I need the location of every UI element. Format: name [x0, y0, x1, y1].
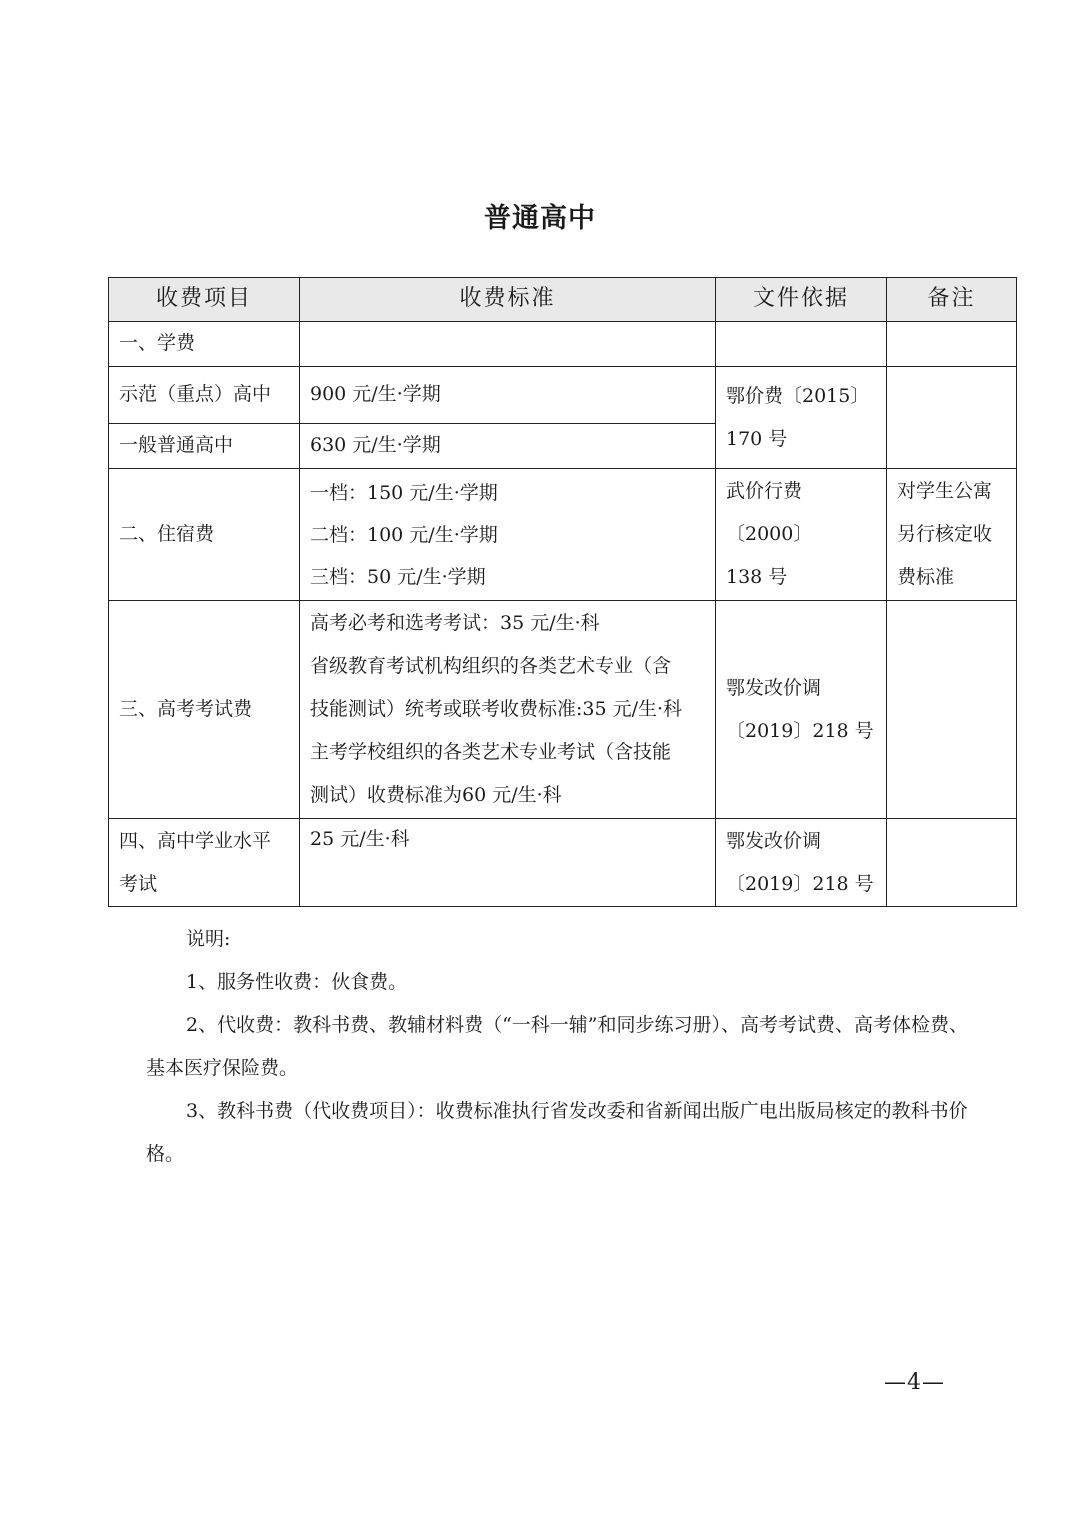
cell-standard: 25 元/生·科 [300, 819, 716, 907]
header-item: 收费项目 [109, 278, 300, 322]
cell-basis: 鄂发改价调 〔2019〕218 号 [716, 601, 887, 819]
cell-basis: 鄂发改价调 〔2019〕218 号 [716, 819, 887, 907]
cell-item: 二、住宿费 [109, 469, 300, 601]
cell-standard: 630 元/生·学期 [300, 424, 716, 469]
cell-standard: 一档：150 元/生·学期 二档：100 元/生·学期 三档：50 元/生·学期 [300, 469, 716, 601]
header-basis: 文件依据 [716, 278, 887, 322]
table-row [109, 601, 1017, 819]
fee-table [108, 277, 1017, 907]
cell-item: 示范（重点）高中 [109, 367, 300, 424]
table-row [109, 819, 1017, 907]
header-remark: 备注 [887, 278, 1017, 322]
cell-standard: 高考必考和选考考试：35 元/生·科 省级教育考试机构组织的各类艺术专业（含 技能测试）统考或联考收费标准:35 元/生·科 主考学校组织的各类艺术专业考试（含技能 测试）收费标准为60 元/生·科 [300, 601, 716, 819]
notes-heading: 说明: [186, 928, 231, 950]
notes-section [146, 918, 976, 1176]
cell-item: 四、高中学业水平 考试 [109, 819, 300, 907]
table-header-row [109, 278, 1017, 322]
page-number: —4— [884, 1370, 945, 1395]
table-row [109, 367, 1017, 424]
cell-basis: 鄂价费〔2015〕 170 号 [716, 367, 887, 469]
cell-basis: 武价行费〔2000〕 138 号 [716, 469, 887, 601]
header-standard: 收费标准 [300, 278, 716, 322]
note-1: 1、服务性收费：伙食费。 [186, 971, 408, 993]
cell-remark: 对学生公寓 另行核定收 费标准 [887, 469, 1017, 601]
cell-item: 一、学费 [109, 322, 300, 367]
cell-item: 三、高考考试费 [109, 601, 300, 819]
note-2: 2、代收费：教科书费、教辅材料费（“一科一辅”和同步练习册）、高考考试费、高考体检费、基本医疗保险费。 [146, 1014, 969, 1079]
cell-standard: 900 元/生·学期 [300, 367, 716, 424]
note-3: 3、教科书费（代收费项目）：收费标准执行省发改委和省新闻出版广电出版局核定的教科书价格。 [146, 1100, 968, 1165]
table-row [109, 469, 1017, 601]
table-row [109, 322, 1017, 367]
cell-item: 一般普通高中 [109, 424, 300, 469]
page-title: 普通高中 [484, 203, 596, 234]
